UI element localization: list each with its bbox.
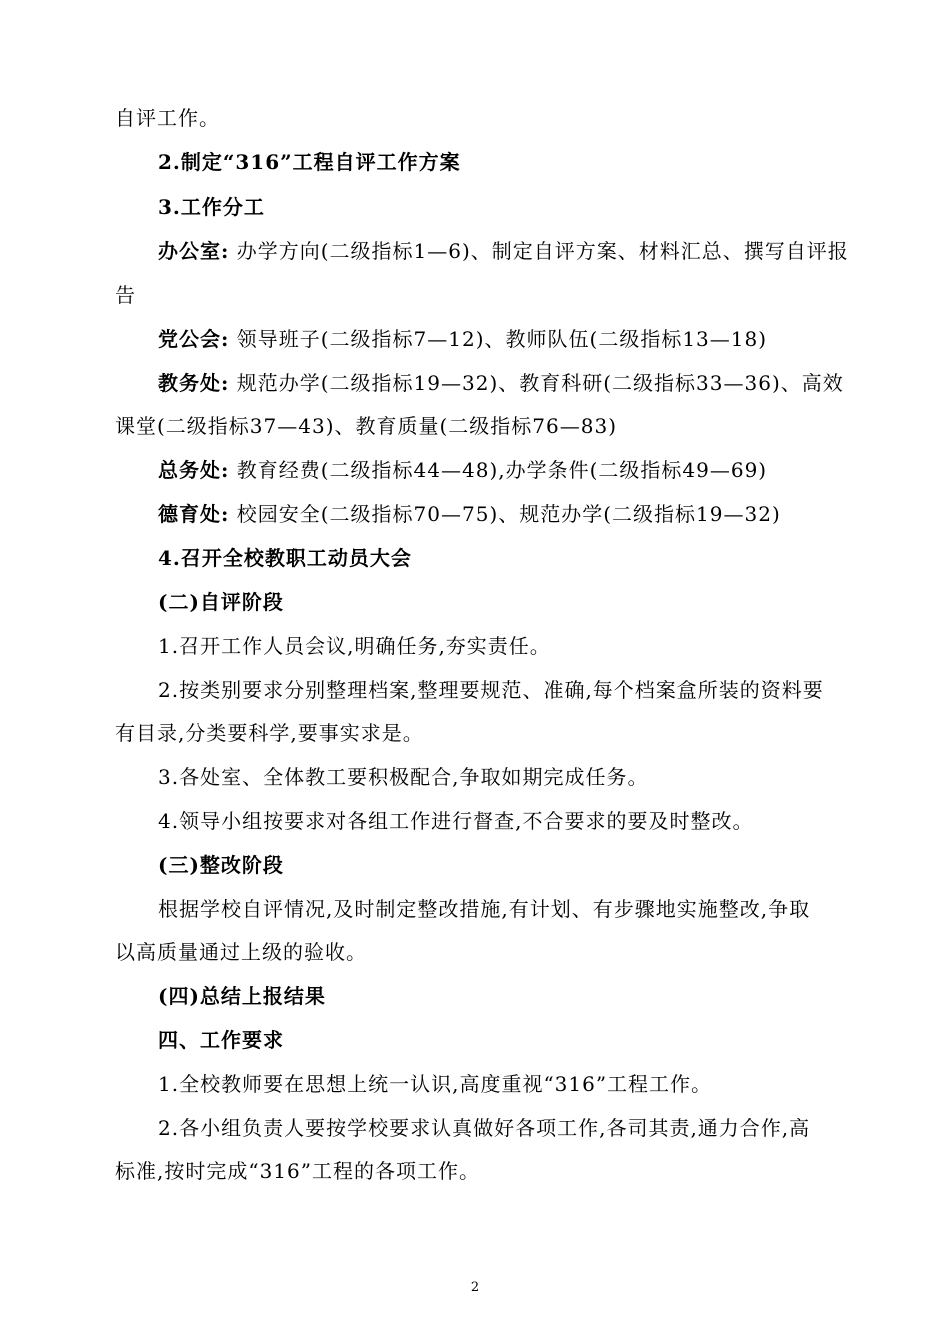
department-label: 总务处: <box>158 458 230 482</box>
paragraph-line <box>115 281 880 309</box>
paragraph-line <box>158 895 880 923</box>
paragraph-line <box>115 412 880 440</box>
section-heading <box>158 982 880 1010</box>
line-text: 领导班子(二级指标7—12)、教师队伍(二级指标13—18) <box>229 327 768 351</box>
assignment-line <box>158 456 880 484</box>
paragraph-line <box>115 104 880 132</box>
paragraph-line <box>115 938 880 966</box>
paragraph-line <box>158 1114 880 1142</box>
line-text: 有目录,分类要科学,要事实求是。 <box>115 721 424 745</box>
paragraph-line <box>158 763 880 791</box>
department-label: 党公会: <box>158 327 230 351</box>
paragraph-line <box>158 676 880 704</box>
section-heading <box>158 588 880 616</box>
section-heading <box>158 193 880 221</box>
paragraph-line <box>158 1070 880 1098</box>
line-text: 告 <box>115 283 136 307</box>
line-text: 4.领导小组按要求对各组工作进行督查,不合要求的要及时整改。 <box>158 809 754 833</box>
line-text: 校园安全(二级指标70—75)、规范办学(二级指标19—32) <box>229 502 781 526</box>
line-text: 3.工作分工 <box>158 195 265 219</box>
paragraph-line <box>115 1157 880 1185</box>
line-text: 2.按类别要求分别整理档案,整理要规范、准确,每个档案盒所装的资料要 <box>158 678 824 702</box>
line-text: 办学方向(二级指标1—6)、制定自评方案、材料汇总、撰写自评报 <box>229 239 849 263</box>
department-label: 教务处: <box>158 371 230 395</box>
line-text: 教育经费(二级指标44—48),办学条件(二级指标49—69) <box>229 458 768 482</box>
line-text: 四、工作要求 <box>158 1028 284 1052</box>
line-text: 规范办学(二级指标19—32)、教育科研(二级指标33—36)、高效 <box>229 371 844 395</box>
line-text: 1.全校教师要在思想上统一认识,高度重视“316”工程工作。 <box>158 1072 713 1096</box>
line-text: 以高质量通过上级的验收。 <box>115 940 367 964</box>
line-text: (四)总结上报结果 <box>158 984 326 1008</box>
line-text: 根据学校自评情况,及时制定整改措施,有计划、有步骤地实施整改,争取 <box>158 897 811 921</box>
line-text: 2.制定“316”工程自评工作方案 <box>158 150 461 174</box>
assignment-line <box>158 237 880 265</box>
line-text: 自评工作。 <box>115 106 220 130</box>
assignment-line <box>158 500 880 528</box>
department-label: 德育处: <box>158 502 230 526</box>
line-text: 标准,按时完成“316”工程的各项工作。 <box>115 1159 480 1183</box>
line-text: 3.各处室、全体教工要积极配合,争取如期完成任务。 <box>158 765 649 789</box>
line-text: 4.召开全校教职工动员大会 <box>158 546 412 570</box>
line-text: 2.各小组负责人要按学校要求认真做好各项工作,各司其责,通力合作,高 <box>158 1116 811 1140</box>
page-number: 2 <box>470 1280 480 1295</box>
department-label: 办公室: <box>158 239 230 263</box>
paragraph-line <box>158 807 880 835</box>
line-text: 1.召开工作人员会议,明确任务,夯实责任。 <box>158 634 551 658</box>
line-text: (三)整改阶段 <box>158 853 284 877</box>
paragraph-line <box>115 719 880 747</box>
paragraph-line <box>158 632 880 660</box>
section-heading <box>158 544 880 572</box>
section-heading <box>158 851 880 879</box>
line-text: 课堂(二级指标37—43)、教育质量(二级指标76—83) <box>115 414 618 438</box>
assignment-line <box>158 369 880 397</box>
section-heading <box>158 148 880 176</box>
line-text: (二)自评阶段 <box>158 590 284 614</box>
assignment-line <box>158 325 880 353</box>
section-heading <box>158 1026 880 1054</box>
